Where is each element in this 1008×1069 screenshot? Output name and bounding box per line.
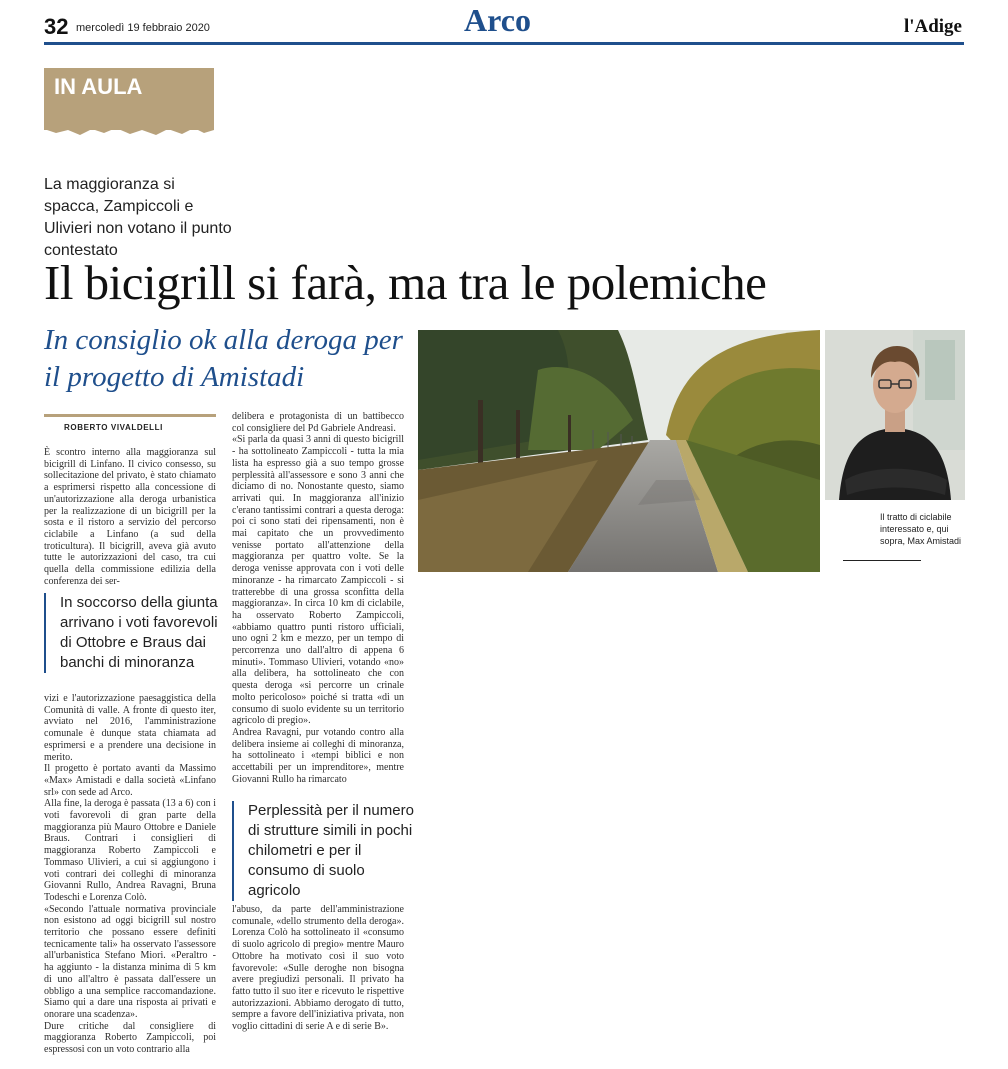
kicker-box	[44, 68, 214, 130]
article-column-2b	[232, 904, 404, 1033]
paragraph: delibera e protagonista di un battibecco col consigliere del Pd Gabriele Andreasi.	[232, 411, 404, 434]
photo-caption: Il tratto di ciclabile interessato e, qui sopra, Max Amistadi	[880, 512, 962, 546]
bike-path-photo	[418, 330, 820, 572]
byline: ROBERTO VIVALDELLI	[64, 423, 163, 432]
paragraph: Alla fine, la deroga è passata (13 a 6) con i voti favorevoli di gran parte della maggioranza più Mauro Ottobre e Daniele Braus. Contrari i consiglieri di maggioranza Roberto Zampiccoli e Tommaso Ulivieri, a cui si aggiungono i voti contrari dei colleghi di minoranza Giovanni Rullo, Andrea Ravagni, Bruna Todeschi e Lorenza Colò.	[44, 798, 216, 903]
subheadline: La maggioranza si spacca, Zampiccoli e Ulivieri non votano il punto contestato	[44, 176, 232, 259]
headline: Il bicigrill si farà, ma tra le polemiche	[44, 255, 767, 310]
paragraph: Il progetto è portato avanti da Massimo «Max» Amistadi e dalla società «Linfano srl» con sede ad Arco.	[44, 763, 216, 798]
header-rule	[44, 42, 964, 45]
portrait-photo	[825, 330, 965, 500]
article-column-1a	[44, 447, 216, 587]
torn-edge	[44, 124, 214, 136]
paragraph: «Si parla da quasi 3 anni di questo bicigrill - ha sottolineato Zampiccoli - tutta la mia lista ha espresso già a suo tempo grosse perplessità all'assessore e sono 3 anni che diciamo di no. Nonostante questo, siamo arrivati qui. In maggioranza all'inizio c'erano tantissimi contrari a questa deroga: poi ci sono stati dei ripensamenti, non è mai capitato che un provvedimento venisse portato all'attenzione della maggioranza per quattro volte. Se la deroga venisse approvata con i voti delle minoranze - ha rimarcato Zampiccoli - si tratterebbe di una grossa sconfitta della maggioranza». In circa 10 km di ciclabile, ha osservato Roberto Zampiccoli, «abbiamo quattro punti ristoro ufficiali, uno ogni 2 km e mezzo, per un tempo di percorrenza uno dall'altro di appena 6 minuti». Tommaso Ulivieri, votando «no» alla delibera, ha sottolineato che con questa deroga «si percorre un crinale molto pericoloso» poiché si tratta «di un consumo di suolo evidente su un territorio agricolo di pregio».	[232, 434, 404, 727]
caption-rule	[843, 560, 921, 561]
paragraph: vizi e l'autorizzazione paesaggistica della Comunità di valle. A fronte di questo iter, avviato nel 2016, l'amministrazione comunale è dunque stata chiamata ad esprimersi e a prendere una decisione in merito.	[44, 693, 216, 763]
paragraph: Dure critiche dal consigliere di maggioranza Roberto Zampiccoli, poi espressosi con un voto contrario alla	[44, 1020, 216, 1056]
paragraph: l'abuso, da parte dell'amministrazione comunale, «dello strumento della deroga». Lorenza Colò ha sottolineato il «consumo di suolo agricolo di pregio» mentre Mauro Ottobre ha motivato così il suo voto favorevole: «Sulle deroghe non bisogna avere pregiudizi personali. Il privato ha fatto tutto il suo iter e ricevuto le rispettive autorizzazioni. Abbiamo derogato di tutto, sempre a favore dell'iniziativa privata, non voglio cittadini di serie A e di serie B».	[232, 904, 404, 1033]
deck: In consiglio ok alla deroga per il progetto di Amistadi	[44, 324, 403, 393]
kicker-label: IN AULA	[54, 74, 143, 99]
section-title: Arco	[464, 2, 531, 38]
byline-rule	[44, 414, 216, 417]
page-number: 32	[44, 14, 69, 39]
paragraph: È scontro interno alla maggioranza sul bicigrill di Linfano. Il civico consesso, su sollecitazione del privato, è stato chiamato a esprimersi rispetto alla concessione di un'autorizzazione alla deroga urbanistica per la realizzazione di un bicigrill per la sosta e il ristoro a servizio del percorso ciclabile a Linfano (a sud della troticultura). Il bicigrill, aveva già avuto tutte le autorizzazioni del caso, tra cui quella della commissione edilizia della conferenza dei ser-	[44, 447, 216, 587]
issue-date: mercoledì 19 febbraio 2020	[76, 22, 210, 34]
paragraph: Andrea Ravagni, pur votando contro alla delibera insieme ai colleghi di minoranza, ha sottolineato i «tempi biblici e non accettabili per un imprenditore», mentre Giovanni Rullo ha rimarcato	[232, 726, 404, 785]
article-column-1b	[44, 693, 216, 1056]
article-column-2a	[232, 411, 404, 786]
pull-quote-1: In soccorso della giunta arrivano i voti favorevoli di Ottobre e Braus dai banchi di minoranza	[44, 593, 230, 673]
paragraph: «Secondo l'attuale normativa provinciale non esistono ad oggi bicigrill sul nostro territorio che possano essere definiti tecnicamente tali» ha osservato l'assessore all'urbanistica Stefano Miori. «Peraltro - ha aggiunto - la distanza minima di 5 km di uno all'altro è passata dall'essere un obbligo a una semplice raccomandazione. Siamo qui a dare una risposta ai privati e onorare una scadenza».	[44, 903, 216, 1020]
pull-quote-2: Perplessità per il numero di strutture simili in pochi chilometri e per il consumo di suolo agricolo	[232, 801, 420, 901]
newspaper-name: l'Adige	[903, 16, 962, 37]
